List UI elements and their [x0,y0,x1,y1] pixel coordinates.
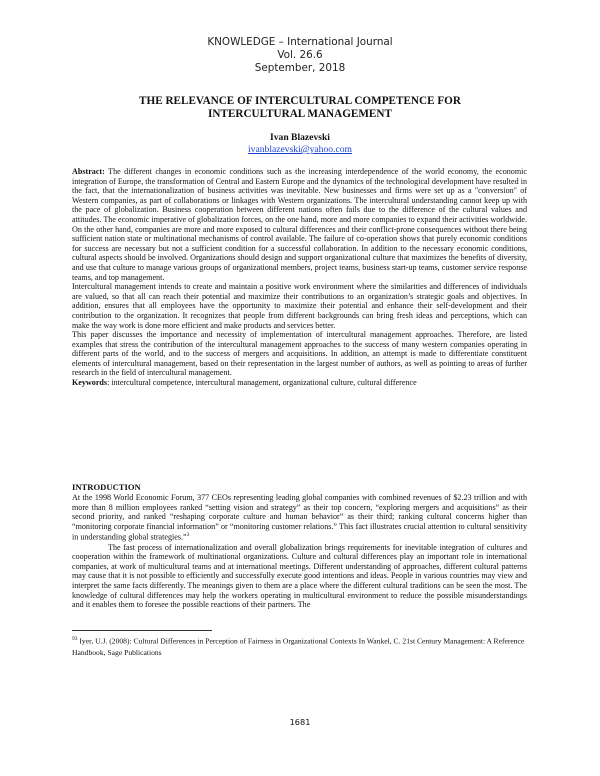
abstract-paragraph-1 [72,167,527,282]
introduction-heading: INTRODUCTION [72,482,141,492]
abstract-paragraph-2: Intercultural management intends to create and maintain a positive work environment where the similarities and differences of individuals are valued, so that all can reach their potential and maximize their contributions to an organization’s strategic goals and objectives. In addition, ensures that all employees have the opportunity to maximize their potential and enhance their self-development and their contribution to the organization. It recognizes that people from different backgrounds can bring fresh ideas and perceptions, which can make the way work is done more efficient and make products and services better. [72,282,527,330]
author-name: Ivan Blazevski [270,132,330,143]
footnote [72,634,527,658]
introduction-text-1: At the 1998 World Economic Forum, 377 CEOs representing leading global companies with combined revenues of $2.23 trillion and with more than 8 million employees ranked “setting vision and strategy” as their top concern, “exploring mergers and acquisitions” as their second priority, and ranked “reshaping corporate culture and human behavior” as their third; ranking cultural concerns higher than “monitoring corporate financial information” or “monitoring customer relations.” This fact illustrates crucial attention to cultural sensitivity in understanding global strategies.” [72,493,527,543]
introduction-paragraph-2: The fast process of internationalization and overall globalization brings requirements for inevitable integration of cultures and cooperation within the framework of multinational organizations. Culture and cultural differences play an important role in international companies, at work of multicultural teams and at international meetings. Different understanding of approaches, different cultural patterns may cause that it is not possible to efficiently and successfully execute good intentions and ideas. People in various countries may view and interpret the same facts differently. The meanings given to them are a place where the different cultural traditions can be seen the most. The knowledge of cultural differences may help the workers operating in multicultural environment to reduce the possible misunderstandings and it enables them to foresee the possible reactions of their partners. The [72,542,527,610]
footnote-reference: 3 [186,532,190,539]
abstract-paragraph-3: This paper discusses the importance and necessity of implementation of intercultural management approaches. Therefore, are listed examples that stress the contribution of the intercultural management approaches to the success of many western companies operating in different parts of the world, and to the success of mergers and acquisitions. In addition, an attempt is made to differentiate constituent elements of intercultural management, based on their representation in the largest number of authors, as well as pointing to areas of further research in the field of intercultural management. [72,330,527,378]
abstract-section [72,167,527,388]
abstract-label: Abstract: [72,167,105,176]
paper-title: THE RELEVANCE OF INTERCULTURAL COMPETENCE FOR INTERCULTURAL MANAGEMENT [139,95,461,120]
footnote-marker: 93 [72,636,78,642]
author-email-link[interactable]: ivanblazevski@yahoo.com [248,144,352,155]
introduction-section [72,493,527,610]
journal-header [0,36,600,75]
keywords-line [72,378,527,388]
footnote-divider [72,630,212,631]
journal-volume: Vol. 26.6 [277,49,323,61]
journal-name: KNOWLEDGE – International Journal [207,36,393,48]
author-email-line [0,144,600,156]
introduction-paragraph-1 [72,493,527,543]
page-number: 1681 [289,717,311,727]
footnote-text: Iyer, U.J. (2008): Cultural Differences in Perception of Fairness in Organizational Contexts In Wankel, C. 21st Century Management: A Reference Handbook, Sage Publications [72,636,525,657]
abstract-text-1: The different changes in economic conditions such as the increasing interdependence of the world economy, the economic integration of Europe, the transformation of Central and Eastern Europe and the dynamics of the technological development have resulted in the fact, that the internationalization of business activities was inevitable. New businesses and firms were set up as a "conversion" of Western companies, as part of collaborations or linkages with Western organizations. The intercultural understanding cannot keep up with the pace of globalization. Business cooperation between different nations often fails due to the difference of the cultural values and attitudes. The economic imperative of globalization forces, on the one hand, more and more companies to expand their activities worldwide. On the other hand, companies are more and more exposed to cultural differences and their conflict-prone consequences without there being sufficient nation state or multinational mechanisms of control available. The failure of co-operation shows that purely economic conditions for success are necessary but not a sufficient condition for a successful collaboration. In addition to the necessary economic conditions, cultural aspects should be involved. Organizations should design and support organizational culture that maximizes the benefits of diversity, and use that culture to manage various groups of organizational members, project teams, business start-up teams, customer service response teams, and top management. [72,167,527,282]
keywords-text: : intercultural competence, intercultural management, organizational culture, cultural difference [107,378,417,388]
keywords-label: Keywords [72,378,108,388]
journal-date: September, 2018 [254,62,346,74]
